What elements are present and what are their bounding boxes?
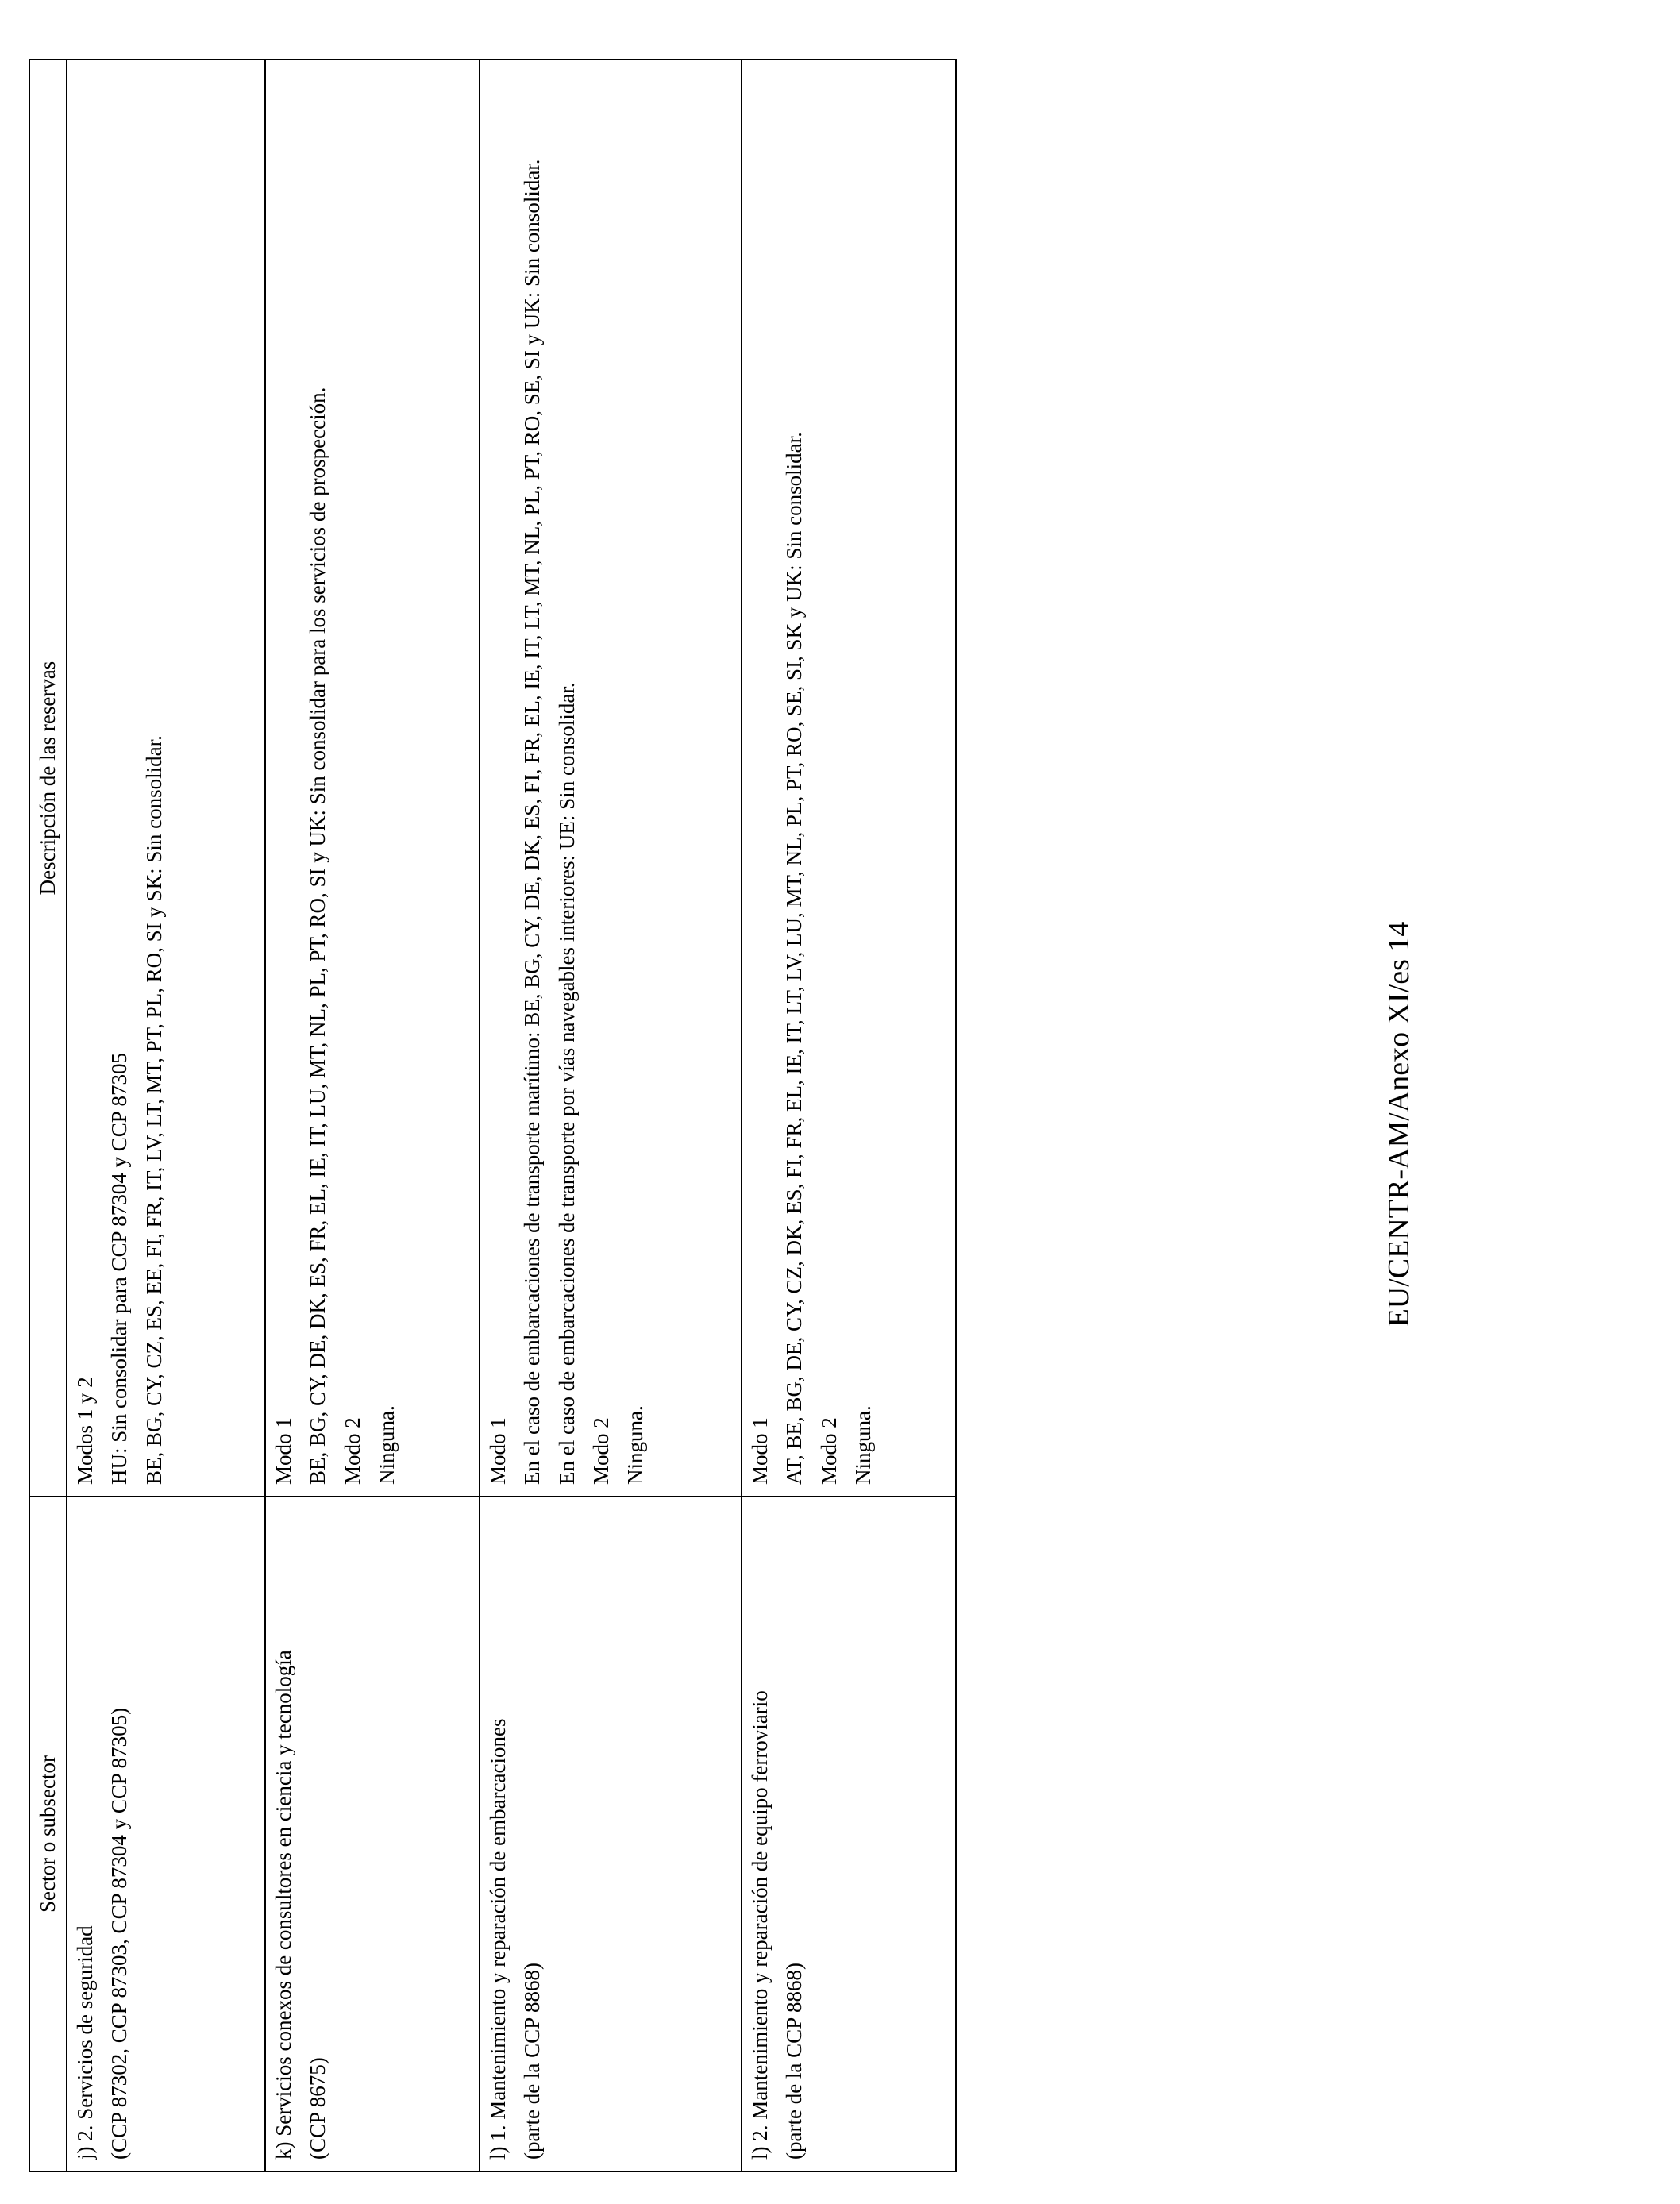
sector-cell <box>265 1497 480 2171</box>
header-sector: Sector o subsector <box>29 1497 67 2171</box>
rotated-page <box>0 44 1680 2204</box>
description-line: BE, BG, CY, CZ, ES, EE, FI, FR, IT, LV, LT, MT, PT, PL, RO, SI y SK: Sin consolidar. <box>141 735 166 1485</box>
description-line: Modo 2 <box>340 1417 364 1485</box>
table-row <box>480 60 742 2171</box>
description-line: En el caso de embarcaciones de transporte por vías navegables interiores: UE: Sin consolidar. <box>554 682 579 1485</box>
table-row <box>265 60 480 2171</box>
table-header-row <box>29 60 67 2171</box>
sector-cell <box>742 1497 956 2171</box>
description-line: Modo 1 <box>486 1417 511 1485</box>
description-line: AT, BE, BG, DE, CY, CZ, DK, ES, FI, FR, EL, IE, IT, LT, LV, LU, MT, NL, PL, PT, RO, SE, SI, SK y UK: Sin consolidar. <box>782 432 807 1485</box>
sector-title: l) 1. Mantenimiento y reparación de embarcaciones <box>486 1718 511 2160</box>
description-line: En el caso de embarcaciones de transporte marítimo: BE, BG, CY, DE, DK, ES, FI, FR, EL, IE, IT, LT, MT, NL, PL, PT, RO, SE, SI y UK: Sin consolidar. <box>520 159 545 1485</box>
table-row <box>67 60 265 2171</box>
header-descripcion: Descripción de las reservas <box>29 60 67 1497</box>
description-cell <box>67 60 265 1497</box>
table-row <box>742 60 956 2171</box>
description-line: Modo 2 <box>588 1417 613 1485</box>
description-line: Modo 2 <box>816 1417 841 1485</box>
sector-code: (parte de la CCP 8868) <box>520 1963 545 2160</box>
description-cell <box>742 60 956 1497</box>
sector-cell <box>67 1497 265 2171</box>
reservations-table <box>29 59 957 2172</box>
description-line: BE, BG, CY, DE, DK, ES, FR, EL, IE, IT, LU, MT, NL, PL, PT, RO, SI y UK: Sin consolidar para los servicios de prospección. <box>306 387 330 1485</box>
description-line: Ninguna. <box>374 1405 399 1485</box>
description-line: Modo 1 <box>272 1417 296 1485</box>
page-footer: EU/CENTR-AM/Anexo XI/es 14 <box>1382 921 1416 1327</box>
sector-title: j) 2. Servicios de seguridad <box>73 1925 98 2160</box>
sector-code: (CCP 8675) <box>306 2057 330 2160</box>
description-cell <box>265 60 480 1497</box>
sector-code: (CCP 87302, CCP 87303, CCP 87304 y CCP 87305) <box>107 1707 132 2160</box>
description-line: Ninguna. <box>850 1405 875 1485</box>
sector-cell <box>480 1497 742 2171</box>
sector-title: l) 2. Mantenimiento y reparación de equipo ferroviario <box>748 1690 773 2160</box>
sector-code: (parte de la CCP 8868) <box>782 1963 807 2160</box>
description-line: Ninguna. <box>623 1405 648 1485</box>
description-cell <box>480 60 742 1497</box>
sector-title: k) Servicios conexos de consultores en ciencia y tecnología <box>272 1650 296 2160</box>
description-line: Modo 1 <box>748 1417 773 1485</box>
description-line: Modos 1 y 2 <box>73 1377 98 1485</box>
description-line: HU: Sin consolidar para CCP 87304 y CCP 87305 <box>107 1052 132 1485</box>
